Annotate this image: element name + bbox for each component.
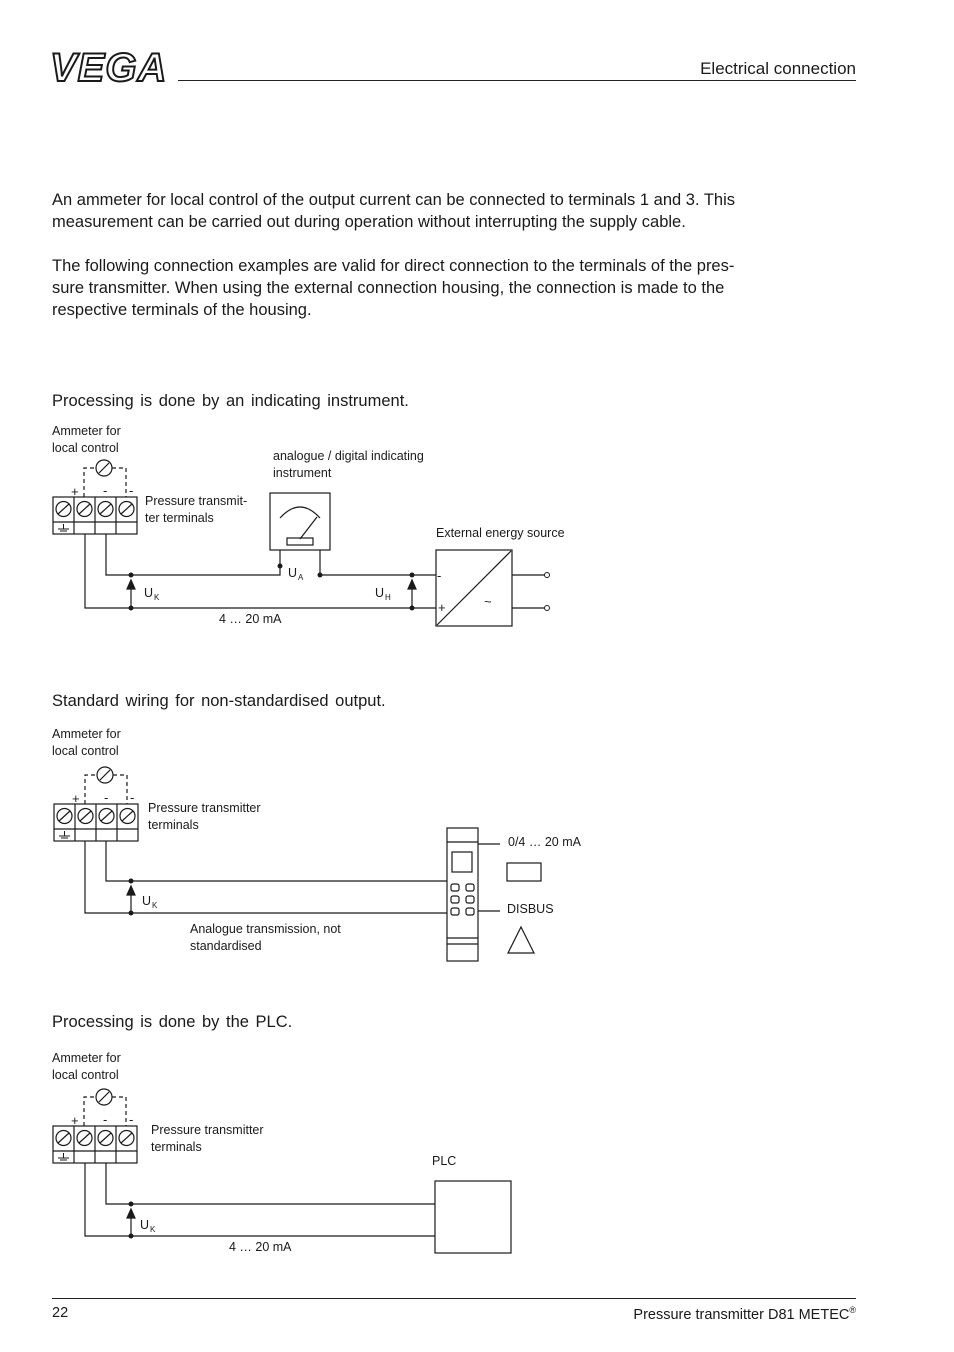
registered-mark: ®: [849, 1305, 856, 1315]
diagram3-plc-label: PLC: [432, 1154, 457, 1168]
diagram1-energy-label: External energy source: [436, 526, 565, 540]
minus-sign: -: [130, 790, 135, 805]
uk-letter: U: [144, 586, 154, 600]
label-line: Pressure transmit-: [145, 494, 248, 508]
product-text: Pressure transmitter D81 METEC: [633, 1306, 850, 1323]
label-line: analogue / digital indicating: [273, 449, 424, 463]
minus-sign: -: [104, 790, 109, 805]
diagram3-caption: Processing is done by the PLC.: [52, 1013, 293, 1031]
label-line: Ammeter for: [52, 727, 121, 741]
label-line: ter terminals: [145, 511, 214, 525]
label-line: Ammeter for: [52, 1051, 121, 1065]
uk-sub: K: [154, 593, 160, 602]
minus-sign: -: [129, 1112, 134, 1127]
uk-letter: U: [142, 894, 152, 908]
plc-box-icon: [435, 1181, 511, 1253]
label-line: Ammeter for: [52, 424, 121, 438]
minus-sign: -: [103, 1112, 108, 1127]
label-line: Pressure transmitter: [148, 801, 261, 815]
diagram1-caption: Processing is done by an indicating instrument.: [52, 392, 409, 410]
ground-icon: [58, 1153, 69, 1160]
tilde-sign: ~: [484, 594, 492, 609]
label-line: local control: [52, 441, 119, 455]
diagram2-caption: Standard wiring for non-standardised output.: [52, 692, 386, 710]
para-line: measurement can be carried out during operation without interrupting the supply cable.: [52, 213, 686, 231]
uh-letter: U: [375, 586, 385, 600]
label-line: terminals: [151, 1140, 202, 1154]
uk-sub: K: [150, 1225, 156, 1234]
para-line: The following connection examples are valid for direct connection to the terminals of the pres-: [52, 257, 735, 275]
page-number: 22: [52, 1305, 69, 1321]
label-line: local control: [52, 744, 119, 758]
ua-sub: A: [298, 573, 304, 582]
diagram1-current-label: 4 … 20 mA: [219, 612, 282, 626]
footer-rule: [52, 1298, 856, 1299]
label-line: Analogue transmission, not: [190, 922, 341, 936]
voltage-arrow: [127, 1209, 135, 1234]
diagram3-current-label: 4 … 20 mA: [229, 1240, 292, 1254]
plus-sign: +: [72, 791, 80, 806]
ammeter-icon: [96, 1089, 112, 1105]
diagram2-output-label: 0/4 … 20 mA: [508, 835, 581, 849]
label-line: instrument: [273, 466, 332, 480]
label-line: local control: [52, 1068, 119, 1082]
plus-sign: +: [71, 1113, 79, 1128]
para-line: sure transmitter. When using the external connection housing, the connection is made to the: [52, 279, 725, 297]
product-name: [633, 1305, 856, 1323]
uh-sub: H: [385, 593, 391, 602]
diagram2-disbus-label: DISBUS: [507, 902, 554, 916]
ua-letter: U: [288, 566, 298, 580]
section-title: Electrical connection: [700, 59, 856, 78]
plus-sign: +: [438, 600, 446, 615]
label-line: terminals: [148, 818, 199, 832]
wiring: [85, 1163, 435, 1236]
label-line: standardised: [190, 939, 262, 953]
label-line: Pressure transmitter: [151, 1123, 264, 1137]
vega-logo-text: VEGA: [50, 46, 168, 90]
para-line: An ammeter for local control of the output current can be connected to terminals 1 and 3. This: [52, 191, 735, 209]
terminal-block: [53, 1126, 137, 1163]
minus-sign: -: [129, 483, 134, 498]
plus-sign: +: [71, 484, 79, 499]
para-line: respective terminals of the housing.: [52, 301, 312, 319]
uk-letter: U: [140, 1218, 150, 1232]
uk-sub: K: [152, 901, 158, 910]
minus-sign: -: [437, 568, 442, 583]
minus-sign: -: [103, 483, 108, 498]
